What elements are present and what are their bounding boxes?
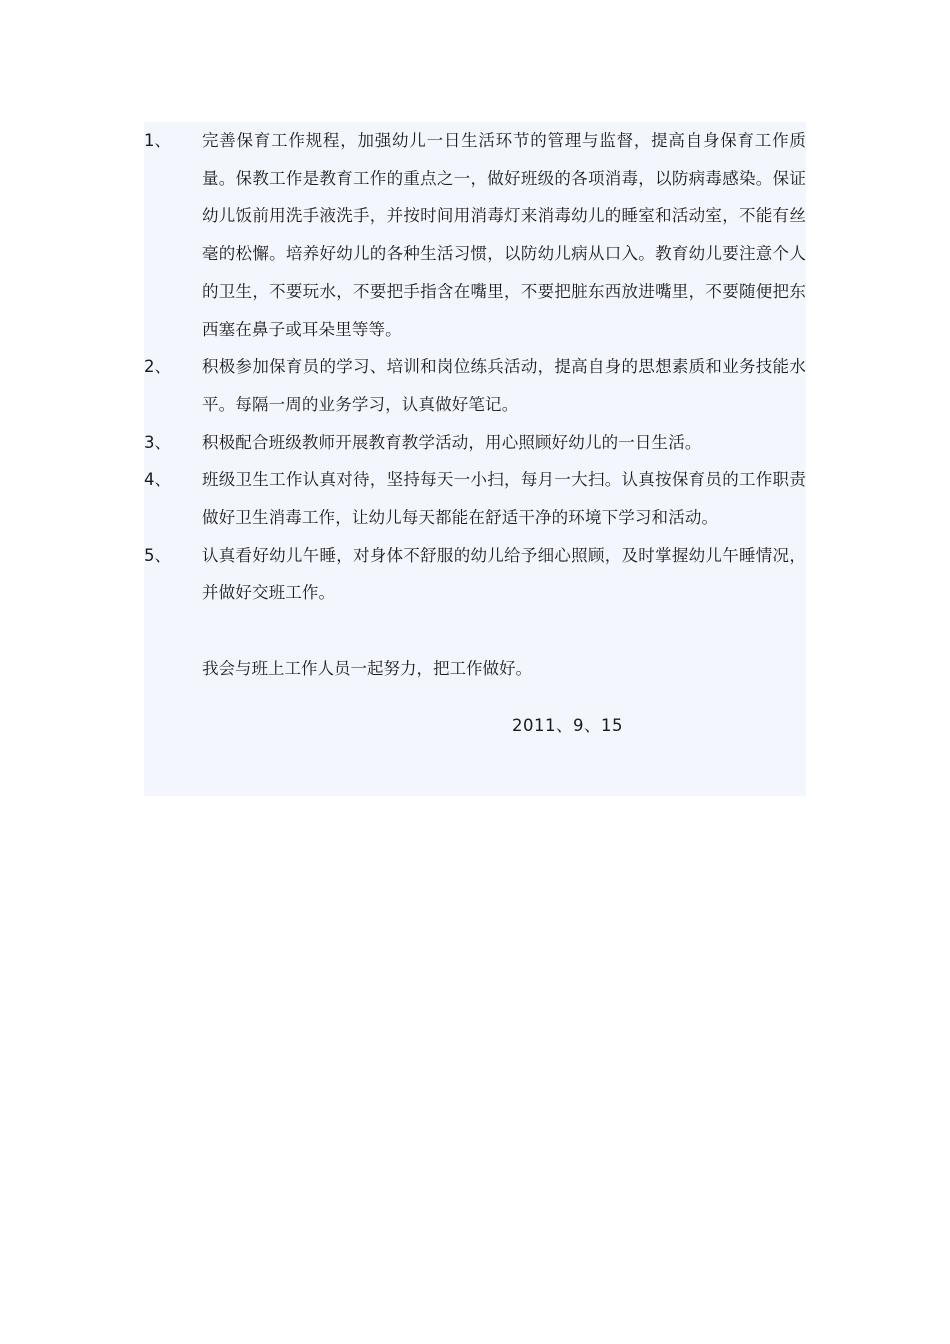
list-item-number: 4、 xyxy=(144,470,171,490)
list-item-number: 3、 xyxy=(144,432,171,452)
list-item xyxy=(144,348,806,423)
list-item xyxy=(144,461,806,536)
list-item-number: 1、 xyxy=(144,131,171,150)
list-item-text: 认真看好幼儿午睡，对身体不舒服的幼儿给予细心照顾，及时掌握幼儿午睡情况，并做好交班工作。 xyxy=(202,545,806,603)
list-item-text: 完善保育工作规程，加强幼儿一日生活环节的管理与监督，提高自身保育工作质量。保教工作是教育工作的重点之一，做好班级的各项消毒，以防病毒感染。保证幼儿饭前用洗手液洗手，并按时间用消毒灯来消毒幼儿的睡室和活动室，不能有丝毫的松懈。培养好幼儿的各种生活习惯，以防幼儿病从口入。教育幼儿要注意个人的卫生，不要玩水，不要把手指含在嘴里，不要把脏东西放进嘴里，不要随便把东西塞在鼻子或耳朵里等等。 xyxy=(202,131,806,339)
list-item xyxy=(144,424,806,462)
list-item-text: 积极配合班级教师开展教育教学活动，用心照顾好幼儿的一日生活。 xyxy=(202,432,702,452)
numbered-list xyxy=(144,122,806,612)
list-item-number: 2、 xyxy=(144,357,171,377)
list-item-text: 积极参加保育员的学习、培训和岗位练兵活动，提高自身的思想素质和业务技能水平。每隔一周的业务学习，认真做好笔记。 xyxy=(202,357,806,414)
list-item-number: 5、 xyxy=(144,545,171,565)
document-date: 2011、9、15 xyxy=(512,716,623,735)
list-item-text: 班级卫生工作认真对待，坚持每天一小扫，每月一大扫。认真按保育员的工作职责做好卫生消毒工作，让幼儿每天都能在舒适干净的环境下学习和活动。 xyxy=(202,470,806,528)
list-item xyxy=(144,537,806,612)
list-item xyxy=(144,122,806,348)
closing-statement: 我会与班上工作人员一起努力，把工作做好。 xyxy=(202,659,532,678)
